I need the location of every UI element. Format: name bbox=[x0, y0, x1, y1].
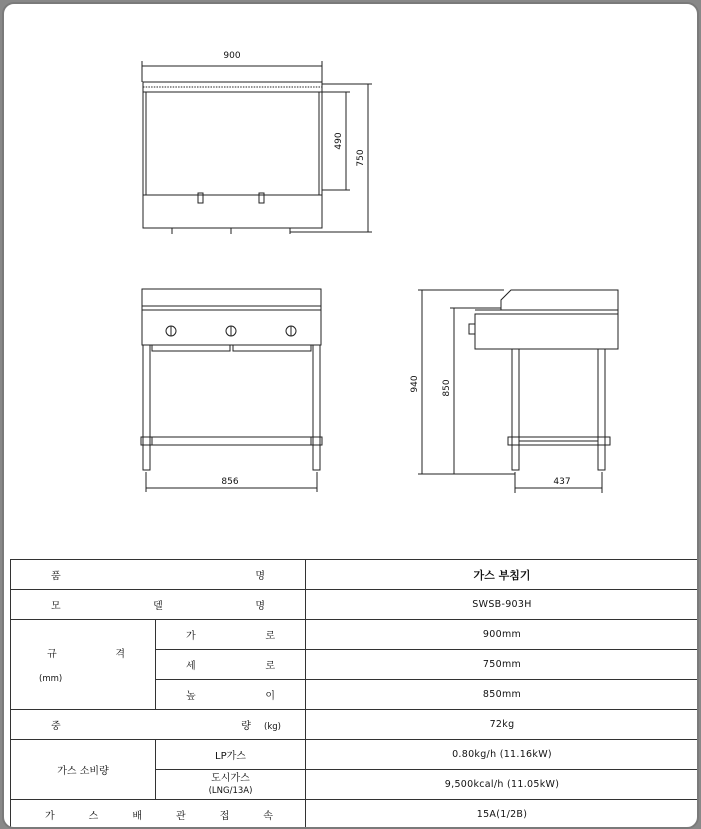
value-model: SWSB-903H bbox=[306, 590, 699, 620]
dim-body-height: 850 bbox=[442, 379, 452, 397]
dim-overall-depth: 750 bbox=[356, 149, 366, 167]
value-weight: 72kg bbox=[306, 710, 699, 740]
spec-table bbox=[10, 559, 699, 829]
label-product-name: 품 명 bbox=[11, 560, 306, 590]
label-width: 가 로 bbox=[156, 620, 306, 650]
value-city-gas: 9,500kcal/h (11.05kW) bbox=[306, 770, 699, 800]
label-lp-gas: LP가스 bbox=[156, 740, 306, 770]
row-product-name bbox=[11, 560, 699, 590]
value-height: 850mm bbox=[306, 680, 699, 710]
technical-drawings bbox=[4, 4, 697, 559]
label-weight: 중 량 (kg) bbox=[11, 710, 306, 740]
label-size-unit: (mm) bbox=[39, 674, 63, 684]
label-height: 높 이 bbox=[156, 680, 306, 710]
value-product-name: 가스 부침기 bbox=[306, 560, 699, 590]
value-width: 900mm bbox=[306, 620, 699, 650]
dim-total-height: 940 bbox=[410, 375, 420, 393]
row-size-width bbox=[11, 620, 699, 650]
dim-top-width: 900 bbox=[223, 51, 241, 61]
label-model: 모 델 명 bbox=[11, 590, 306, 620]
row-gas-lp bbox=[11, 740, 699, 770]
row-weight bbox=[11, 710, 699, 740]
dim-front-width: 856 bbox=[221, 477, 239, 487]
label-size: 규 격 (mm) bbox=[11, 620, 156, 710]
row-model bbox=[11, 590, 699, 620]
front-view bbox=[141, 289, 322, 492]
label-city-gas: 도시가스 (LNG/13A) bbox=[156, 770, 306, 800]
row-gas-pipe bbox=[11, 800, 699, 829]
value-gas-pipe: 15A(1/2B) bbox=[306, 800, 699, 829]
dim-top-depth: 490 bbox=[334, 132, 344, 150]
label-gas-consumption: 가스 소비량 bbox=[11, 740, 156, 800]
value-depth: 750mm bbox=[306, 650, 699, 680]
label-depth: 세 로 bbox=[156, 650, 306, 680]
label-gas-pipe: 가 스 배 관 접 속 bbox=[11, 800, 306, 829]
spec-sheet bbox=[2, 2, 699, 829]
dim-side-depth: 437 bbox=[553, 477, 571, 487]
value-lp-gas: 0.80kg/h (11.16kW) bbox=[306, 740, 699, 770]
